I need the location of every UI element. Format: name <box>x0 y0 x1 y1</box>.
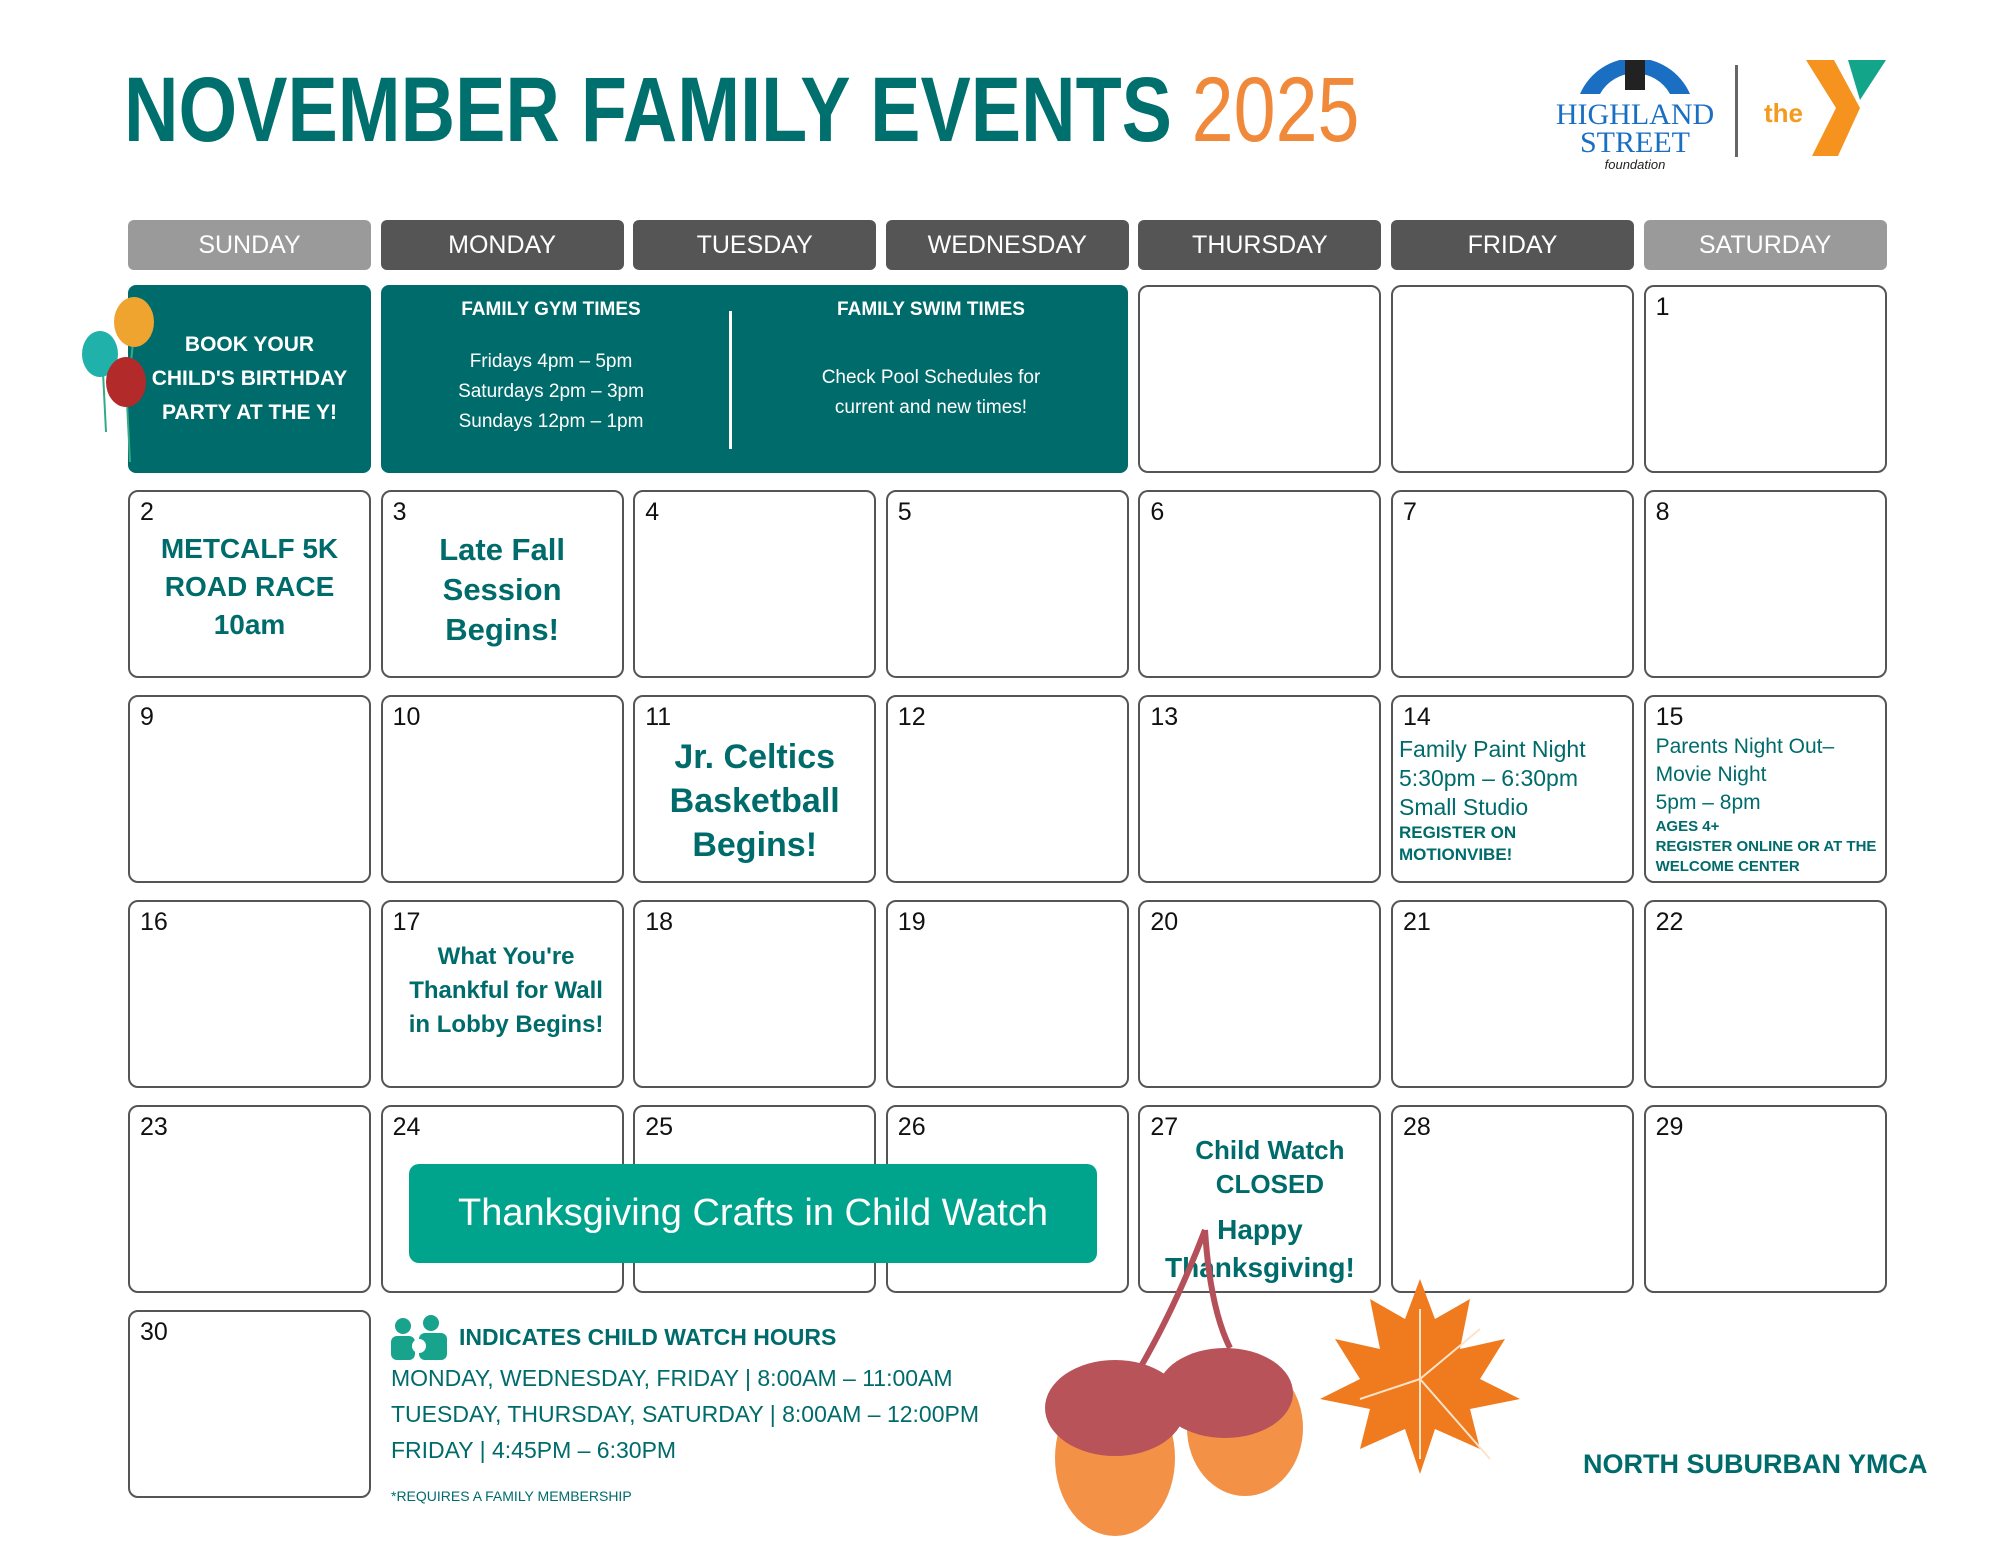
event-text: Child Watch CLOSED <box>1195 1135 1345 1199</box>
day-cell-9[interactable] <box>128 695 371 883</box>
title-year: 2025 <box>1191 59 1360 161</box>
crafts-banner <box>409 1164 1097 1263</box>
day-cell-17[interactable] <box>381 900 624 1088</box>
gym-title: FAMILY GYM TIMES <box>461 299 641 320</box>
day-header-wednesday: WEDNESDAY <box>886 220 1129 270</box>
day-number: 15 <box>1655 703 1684 731</box>
gym-times <box>381 299 721 437</box>
gym-line: Saturdays 2pm – 3pm <box>458 381 644 402</box>
day-cell-7[interactable] <box>1391 490 1634 678</box>
child-watch-legend <box>391 1314 1021 1514</box>
foundation-text: foundation <box>1604 157 1666 172</box>
day-number: 21 <box>1403 908 1431 936</box>
footer-org-name: NORTH SUBURBAN YMCA <box>1583 1449 1928 1479</box>
day-cell-23[interactable] <box>128 1105 371 1293</box>
family-icon <box>391 1314 449 1360</box>
day-cell-28[interactable] <box>1391 1105 1634 1293</box>
event-ages: AGES 4+ <box>1655 818 1720 835</box>
page-title <box>124 58 1359 163</box>
day-cell-5[interactable] <box>886 490 1129 678</box>
gym-line: Fridays 4pm – 5pm <box>469 351 633 372</box>
day-cell-3[interactable] <box>381 490 624 678</box>
legend-line: MONDAY, WEDNESDAY, FRIDAY | 8:00AM – 11:00AM <box>391 1365 953 1391</box>
event-note: REGISTER ON MOTIONVIBE! <box>1399 823 1517 864</box>
day-number: 9 <box>140 703 154 731</box>
highland-text: HIGHLAND <box>1555 98 1715 131</box>
swim-title: FAMILY SWIM TIMES <box>837 299 1025 320</box>
day-number: 13 <box>1150 703 1179 731</box>
day-header-sunday: SUNDAY <box>128 220 371 270</box>
birthday-party-box <box>128 285 371 473</box>
day-number: 23 <box>140 1113 168 1141</box>
acorns-icon <box>1045 1228 1325 1540</box>
event-note: REGISTER ONLINE OR AT THE WELCOME CENTER <box>1655 838 1877 875</box>
birthday-text: BOOK YOUR CHILD'S BIRTHDAY PARTY AT THE Y! <box>151 333 348 424</box>
day-number: 4 <box>645 498 660 526</box>
logo-divider <box>1735 65 1738 157</box>
day-number: 18 <box>645 908 673 936</box>
day-cell-16[interactable] <box>128 900 371 1088</box>
day-cell-1[interactable] <box>1644 285 1887 473</box>
day-number: 28 <box>1403 1113 1431 1141</box>
swim-text: Check Pool Schedules for current and new times! <box>821 367 1041 418</box>
highland-street-logo <box>1550 60 1720 172</box>
day-number: 16 <box>140 908 168 936</box>
day-cell-empty[interactable] <box>1138 285 1381 473</box>
legend-line: TUESDAY, THURSDAY, SATURDAY | 8:00AM – 12:00PM <box>391 1401 980 1427</box>
day-cell-empty[interactable] <box>1391 285 1634 473</box>
day-number: 6 <box>1150 498 1165 526</box>
event-text: METCALF 5K ROAD RACE 10am <box>160 533 339 640</box>
gym-swim-box <box>381 285 1128 473</box>
day-cell-2[interactable] <box>128 490 371 678</box>
day-number: 14 <box>1403 703 1431 731</box>
day-number: 2 <box>140 498 154 526</box>
day-cell-18[interactable] <box>633 900 876 1088</box>
event-time: 5:30pm – 6:30pm <box>1399 765 1579 791</box>
day-header-thursday: THURSDAY <box>1138 220 1381 270</box>
ymca-y-icon <box>1798 58 1888 158</box>
day-number: 12 <box>897 703 926 731</box>
legend-note: *REQUIRES A FAMILY MEMBERSHIP <box>391 1488 632 1504</box>
day-number: 17 <box>392 908 421 936</box>
day-number: 26 <box>897 1113 926 1141</box>
day-cell-14[interactable] <box>1391 695 1634 883</box>
day-cell-11[interactable] <box>633 695 876 883</box>
day-header-monday: MONDAY <box>381 220 624 270</box>
day-cell-15[interactable] <box>1644 695 1887 883</box>
day-cell-12[interactable] <box>886 695 1129 883</box>
day-cell-20[interactable] <box>1138 900 1381 1088</box>
event-title: Parents Night Out– Movie Night <box>1655 735 1835 786</box>
event-time: 5pm – 8pm <box>1655 791 1761 814</box>
street-text: STREET <box>1580 126 1690 159</box>
day-number: 24 <box>392 1113 421 1141</box>
parents-night-out <box>1656 733 1881 877</box>
ymca-logo <box>1760 58 1890 158</box>
arch-icon <box>1570 60 1700 96</box>
day-header-tuesday: TUESDAY <box>633 220 876 270</box>
day-number: 25 <box>645 1113 673 1141</box>
event-text: Jr. Celtics Basketball Begins! <box>669 738 840 864</box>
crafts-text: Thanksgiving Crafts in Child Watch <box>458 1192 1048 1234</box>
event-text: Late Fall Session Begins! <box>439 532 565 647</box>
ymca-the-text: the <box>1764 98 1803 128</box>
day-cell-4[interactable] <box>633 490 876 678</box>
paint-night <box>1399 735 1586 866</box>
day-number: 27 <box>1150 1113 1179 1141</box>
day-cell-6[interactable] <box>1138 490 1381 678</box>
event-text: Happy Thanksgiving! <box>1164 1214 1355 1283</box>
maple-leaf-icon <box>1320 1269 1552 1481</box>
balloons-icon <box>78 292 163 472</box>
day-number: 8 <box>1655 498 1670 526</box>
day-number: 11 <box>645 703 672 731</box>
day-number: 7 <box>1403 498 1417 526</box>
swim-times <box>761 299 1101 423</box>
day-number: 19 <box>897 908 926 936</box>
gym-swim-divider <box>729 311 732 449</box>
gym-line: Sundays 12pm – 1pm <box>458 411 644 432</box>
day-cell-30[interactable] <box>128 1310 371 1498</box>
day-cell-19[interactable] <box>886 900 1129 1088</box>
day-cell-29[interactable] <box>1644 1105 1887 1293</box>
day-number: 29 <box>1655 1113 1684 1141</box>
event-text: What You're Thankful for Wall in Lobby Begins! <box>408 943 604 1038</box>
day-cell-21[interactable] <box>1391 900 1634 1088</box>
day-cell-8[interactable] <box>1644 490 1887 678</box>
day-number: 22 <box>1655 908 1684 936</box>
day-cell-10[interactable] <box>381 695 624 883</box>
day-number: 1 <box>1655 293 1670 321</box>
day-number: 3 <box>392 498 407 526</box>
day-header-saturday: SATURDAY <box>1644 220 1887 270</box>
legend-line: FRIDAY | 4:45PM – 6:30PM <box>391 1437 677 1463</box>
event-title: Family Paint Night <box>1399 736 1586 762</box>
day-number: 5 <box>897 498 912 526</box>
event-place: Small Studio <box>1399 794 1529 820</box>
legend-title: INDICATES CHILD WATCH HOURS <box>459 1324 837 1350</box>
day-cell-22[interactable] <box>1644 900 1887 1088</box>
day-number: 10 <box>392 703 421 731</box>
day-header-friday: FRIDAY <box>1391 220 1634 270</box>
day-cell-13[interactable] <box>1138 695 1381 883</box>
day-number: 20 <box>1150 908 1179 936</box>
day-number: 30 <box>140 1318 168 1346</box>
title-text: NOVEMBER FAMILY EVENTS <box>124 59 1172 161</box>
